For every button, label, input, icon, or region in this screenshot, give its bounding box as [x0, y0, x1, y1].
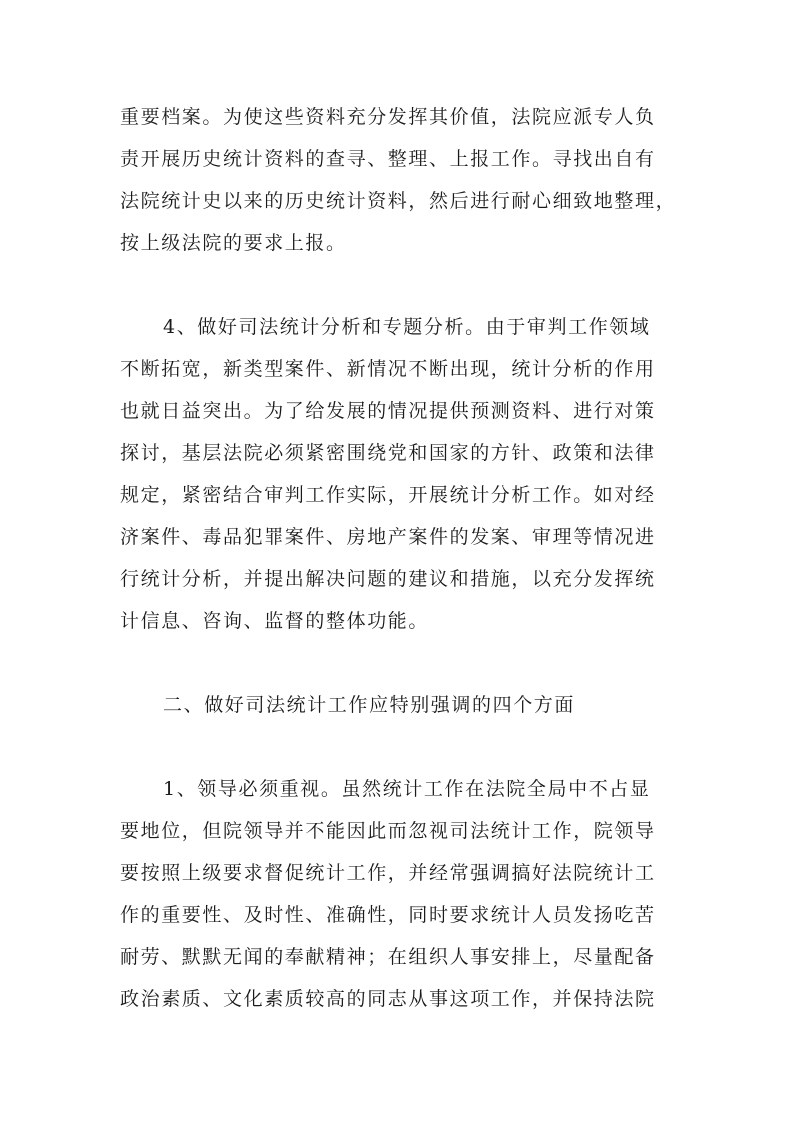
- paragraph-line: 规定，紧密结合审判工作实际，开展统计分析工作。如对经: [120, 484, 656, 506]
- paragraph-line: 责开展历史统计资料的查寻、整理、上报工作。寻找出自有: [120, 148, 656, 170]
- section-heading: 二、做好司法统计工作应特别强调的四个方面: [163, 694, 576, 716]
- paragraph-first-line: 1、领导必须重视。虽然统计工作在法院全局中不占显: [163, 778, 651, 800]
- paragraph-line: 行统计分析，并提出解决问题的建议和措施，以充分发挥统: [120, 568, 656, 590]
- paragraph-line: 济案件、毒品犯罪案件、房地产案件的发案、审理等情况进: [120, 526, 656, 548]
- paragraph-line: 按上级法院的要求上报。: [120, 232, 347, 254]
- paragraph-line: 要地位，但院领导并不能因此而忽视司法统计工作，院领导: [120, 820, 656, 842]
- paragraph-line: 不断拓宽，新类型案件、新情况不断出现，统计分析的作用: [120, 358, 656, 380]
- paragraph-line: 也就日益突出。为了给发展的情况提供预测资料、进行对策: [120, 400, 656, 422]
- paragraph-line: 法院统计史以来的历史统计资料，然后进行耐心细致地整理，: [120, 190, 677, 212]
- paragraph-line: 计信息、咨询、监督的整体功能。: [120, 610, 430, 632]
- paragraph-line: 耐劳、默默无闻的奉献精神；在组织人事安排上，尽量配备: [120, 946, 656, 968]
- paragraph-line: 作的重要性、及时性、准确性，同时要求统计人员发扬吃苦: [120, 904, 656, 926]
- paragraph-line: 要按照上级要求督促统计工作，并经常强调搞好法院统计工: [120, 862, 656, 884]
- paragraph-line: 探讨，基层法院必须紧密围绕党和国家的方针、政策和法律: [120, 442, 656, 464]
- paragraph-line: 政治素质、文化素质较高的同志从事这项工作，并保持法院: [120, 988, 656, 1010]
- paragraph-first-line: 4、做好司法统计分析和专题分析。由于审判工作领域: [163, 316, 651, 338]
- paragraph-line: 重要档案。为使这些资料充分发挥其价值，法院应派专人负: [120, 106, 656, 128]
